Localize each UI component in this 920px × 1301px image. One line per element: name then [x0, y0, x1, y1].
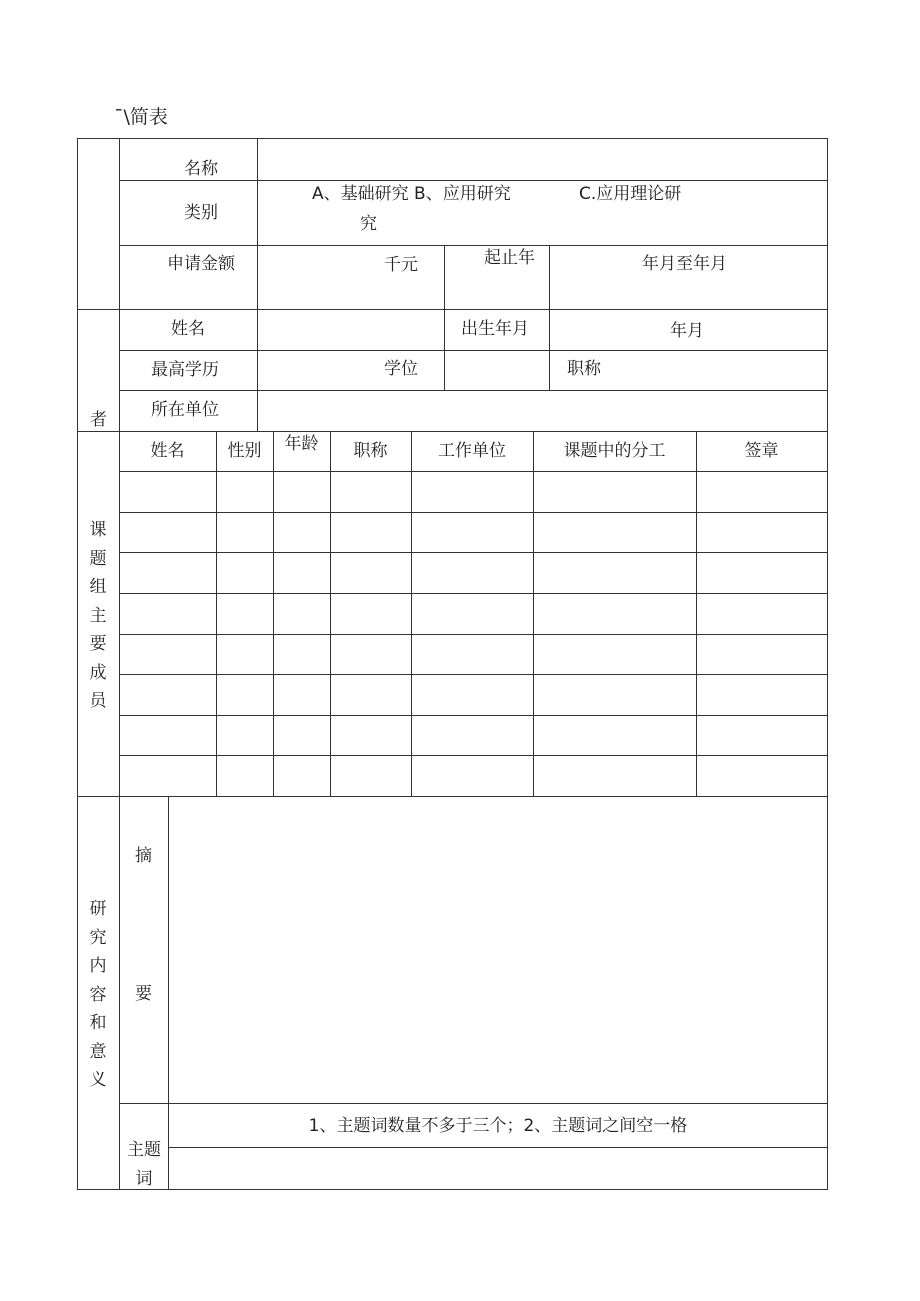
- keywords-note: 1、主题词数量不多于三个；2、主题词之间空一格: [308, 1116, 688, 1136]
- row-line: [119, 245, 828, 246]
- column-line: [216, 431, 217, 797]
- cell-line: [444, 309, 445, 391]
- row-line: [119, 390, 828, 391]
- abstract-field[interactable]: [171, 799, 825, 1101]
- column-line: [533, 431, 534, 797]
- row-line: [119, 593, 828, 594]
- side-column-line: [119, 138, 120, 797]
- applicant-side-label: 者: [90, 410, 107, 430]
- amount-label: 申请金额: [167, 254, 235, 274]
- project-type-wrap-text: 究: [360, 214, 377, 234]
- cell-line: [549, 245, 550, 310]
- cell-line: [549, 309, 550, 391]
- row-line: [119, 471, 828, 472]
- research-side-label: 研究内容和意义: [89, 899, 107, 1090]
- column-line: [411, 431, 412, 797]
- birth-label: 出生年月: [461, 319, 529, 339]
- project-type-option-c[interactable]: C.应用理论研: [579, 184, 682, 204]
- cell-line: [444, 245, 445, 310]
- row-line: [119, 552, 828, 553]
- period-label: 起止年: [484, 248, 535, 268]
- frame-top-line: [77, 138, 828, 139]
- header-gender: 性别: [227, 441, 262, 461]
- row-line: [119, 350, 828, 351]
- form-heading: ¯\简表: [114, 106, 168, 128]
- header-role: 课题中的分工: [563, 441, 666, 461]
- title-label: 职称: [567, 359, 601, 379]
- project-name-field[interactable]: [260, 141, 825, 178]
- row-line: [119, 755, 828, 756]
- row-line: [119, 1103, 828, 1104]
- section-divider: [77, 431, 828, 432]
- row-line: [119, 715, 828, 716]
- header-signature: 签章: [744, 441, 779, 461]
- frame-bottom-line: [77, 1189, 828, 1190]
- section-divider: [77, 796, 828, 797]
- row-line: [119, 180, 828, 181]
- frame-left-line: [77, 138, 78, 1190]
- row-line: [119, 674, 828, 675]
- period-value[interactable]: 年月至年月: [642, 254, 727, 274]
- section-divider: [77, 309, 828, 310]
- column-line: [696, 431, 697, 797]
- project-name-label: 名称: [184, 159, 218, 179]
- header-workplace: 工作单位: [438, 441, 506, 461]
- header-title: 职称: [353, 441, 388, 461]
- applicant-name-label: 姓名: [171, 319, 205, 339]
- header-age: 年龄: [284, 434, 319, 454]
- side-column-line: [119, 796, 120, 1190]
- birth-value[interactable]: 年月: [670, 321, 704, 341]
- column-line: [273, 431, 274, 797]
- row-line: [119, 512, 828, 513]
- frame-right-line: [827, 138, 828, 1190]
- keywords-field[interactable]: [171, 1150, 825, 1187]
- abstract-label-char-2: 要: [135, 984, 152, 1004]
- education-label: 最高学历: [151, 360, 219, 380]
- keywords-label: 主题词: [127, 1140, 161, 1189]
- unit-label: 所在单位: [151, 400, 219, 420]
- members-side-label: 课题组主要成员: [89, 520, 107, 711]
- header-name: 姓名: [150, 441, 185, 461]
- degree-label: 学位: [384, 359, 418, 379]
- row-line: [119, 634, 828, 635]
- amount-unit: 千元: [384, 255, 418, 275]
- label-column-line: [257, 138, 258, 310]
- row-line: [168, 1147, 828, 1148]
- label-column-line: [257, 309, 258, 432]
- project-type-option-ab[interactable]: A、基础研究 B、应用研究: [312, 184, 511, 204]
- project-type-label: 类别: [184, 203, 218, 223]
- abstract-label-char-1: 摘: [135, 846, 152, 866]
- column-line: [330, 431, 331, 797]
